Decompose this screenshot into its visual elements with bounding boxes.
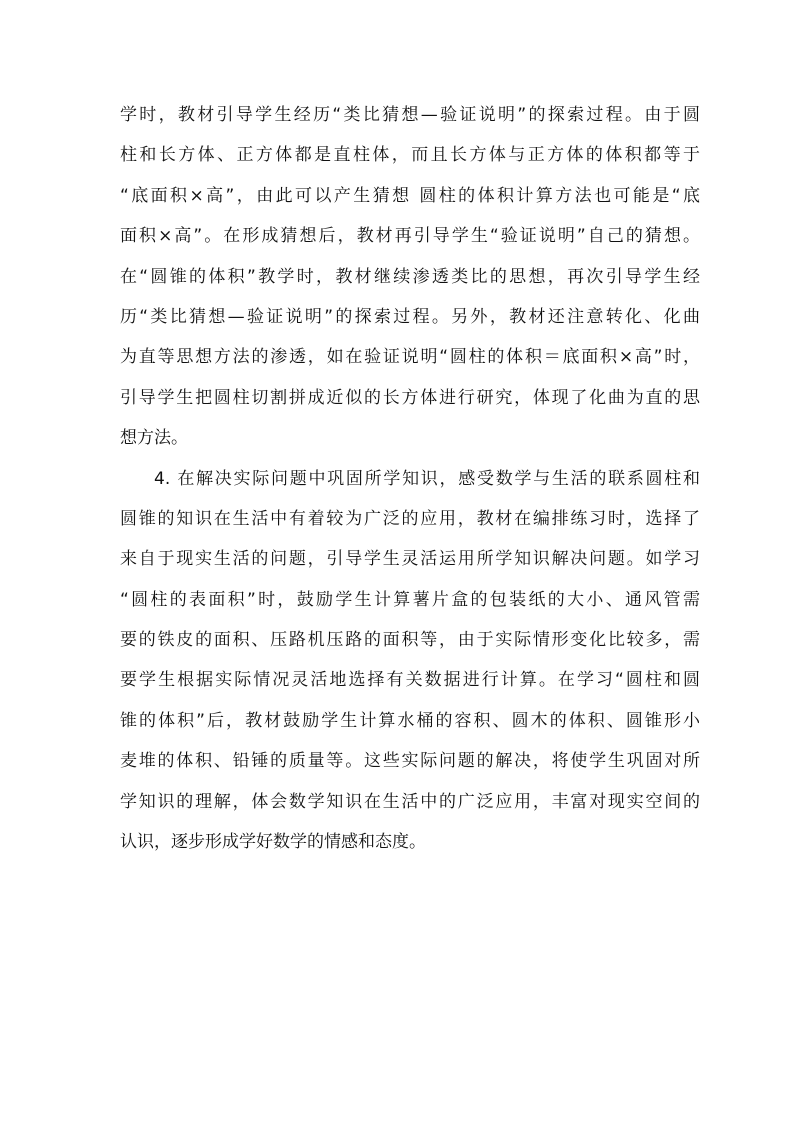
text-line: 学知识的理解，体会数学知识在生活中的广泛应用，丰富对现实空间的 [120, 791, 700, 812]
text-line: “圆柱的表面积”时，鼓励学生计算薯片盒的包装纸的大小、通风管需 [120, 589, 700, 610]
text-line: 想方法。 [120, 428, 188, 449]
text-line: 认识，逐步形成学好数学的情感和态度。 [120, 832, 426, 853]
text-line: 历“类比猜想—验证说明”的探索过程。另外，教材还注意转化、化曲 [120, 306, 700, 327]
text-line: 在“圆锥的体积”教学时，教材继续渗透类比的思想，再次引导学生经 [120, 266, 700, 287]
text-line: “底面积×高”，由此可以产生猜想 圆柱的体积计算方法也可能是“底 [120, 185, 700, 206]
text-line: 引导学生把圆柱切割拼成近似的长方体进行研究，体现了化曲为直的思 [120, 387, 700, 408]
text-line: 锥的体积”后，教材鼓励学生计算水桶的容积、圆木的体积、圆锥形小 [120, 710, 700, 731]
text-line: 要学生根据实际情况灵活地选择有关数据进行计算。在学习“圆柱和圆 [120, 670, 700, 691]
text-line: 来自于现实生活的问题，引导学生灵活运用所学知识解决问题。如学习 [120, 549, 700, 570]
text-line: 柱和长方体、正方体都是直柱体，而且长方体与正方体的体积都等于 [120, 145, 700, 166]
text-line: 4. 在解决实际问题中巩固所学知识，感受数学与生活的联系圆柱和 [154, 468, 700, 489]
text-line: 要的铁皮的面积、压路机压路的面积等，由于实际情形变化比较多，需 [120, 630, 700, 651]
document-body [120, 95, 700, 862]
text-line: 为直等思想方法的渗透，如在验证说明“圆柱的体积＝底面积×高”时， [120, 347, 700, 368]
paragraph-1 [120, 95, 700, 459]
text-line: 学时，教材引导学生经历“类比猜想—验证说明”的探索过程。由于圆 [120, 105, 700, 125]
paragraph-2 [120, 459, 700, 863]
text-line: 圆锥的知识在生活中有着较为广泛的应用，教材在编排练习时，选择了 [120, 508, 700, 529]
text-line: 麦堆的体积、铅锤的质量等。这些实际问题的解决，将使学生巩固对所 [120, 751, 700, 772]
text-line: 面积×高”。在形成猜想后，教材再引导学生“验证说明”自己的猜想。 [120, 226, 700, 247]
